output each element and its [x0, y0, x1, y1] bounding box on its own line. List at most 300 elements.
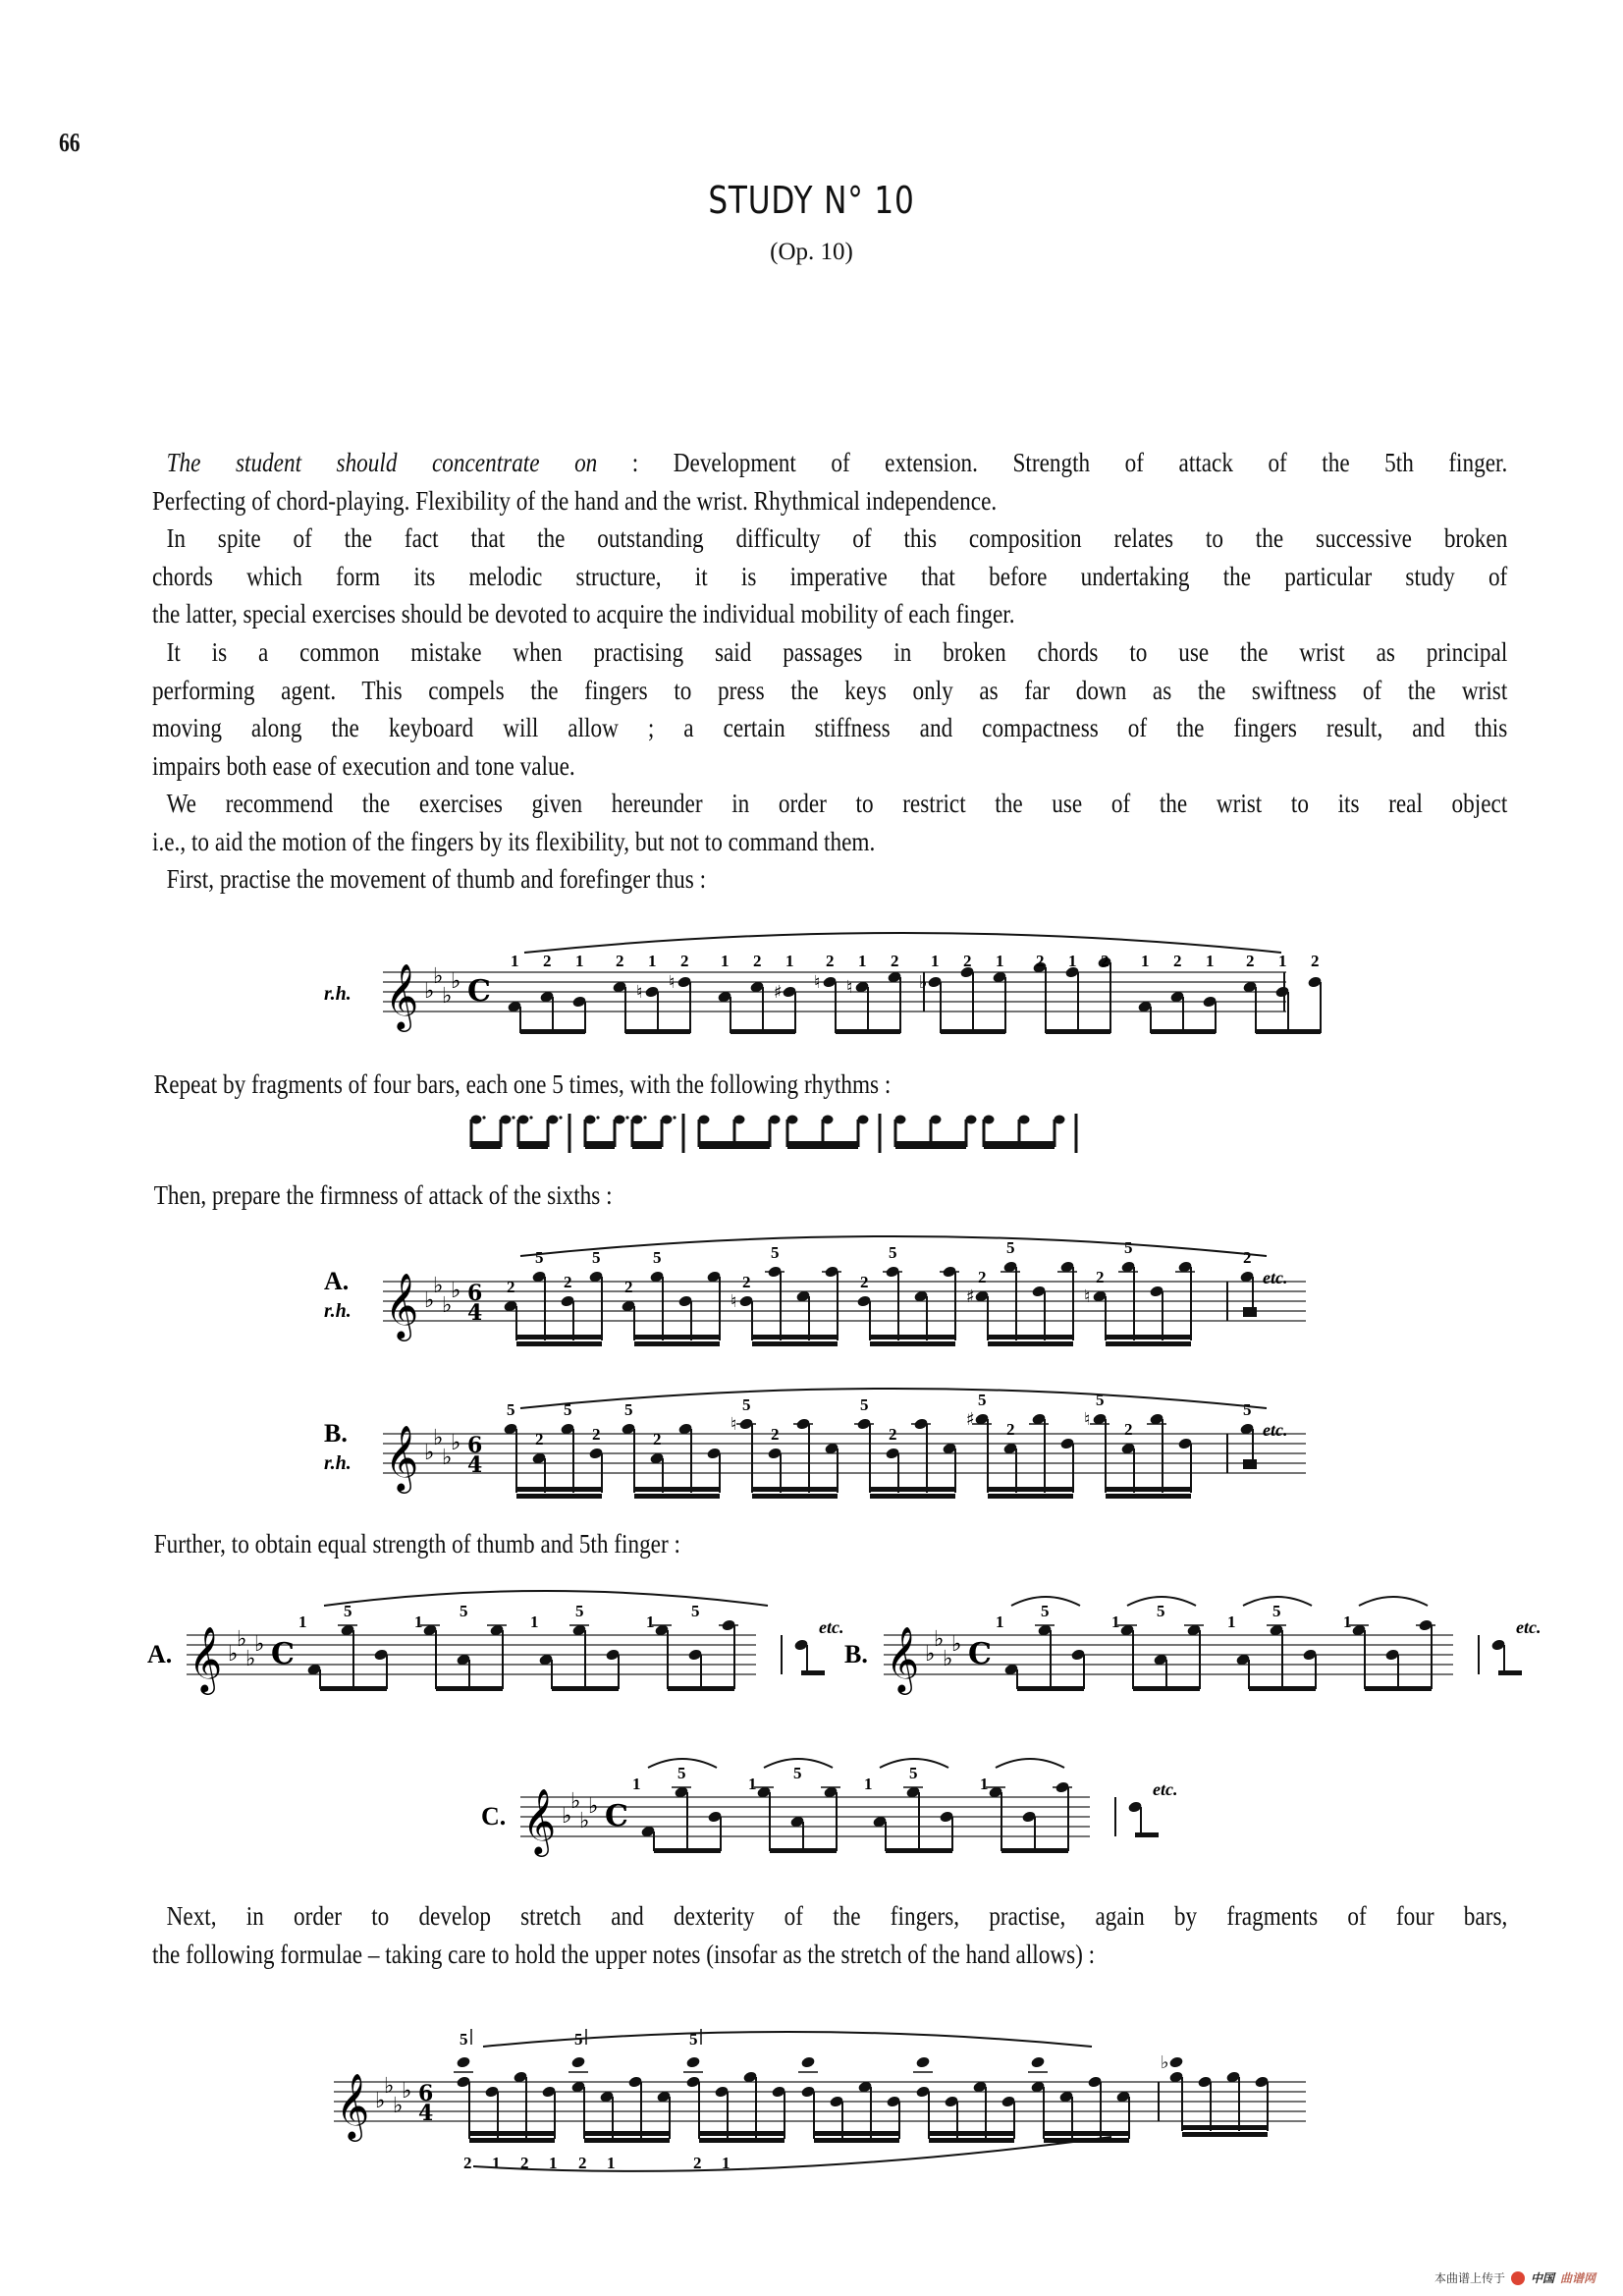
notehead: [570, 2055, 585, 2068]
beam: [870, 1494, 955, 1499]
fingering-number: 5: [1157, 1602, 1165, 1620]
accidental-icon: ♮: [730, 1291, 737, 1312]
fingering-number: 1: [607, 2154, 616, 2172]
rhythm-dot: [482, 1116, 485, 1119]
fingering-number: 2: [535, 1430, 544, 1449]
beam: [654, 1848, 721, 1853]
beam: [870, 1335, 955, 1339]
hand-label: r.h.: [324, 1452, 352, 1474]
beam: [625, 1029, 690, 1034]
fingering-number: 1: [785, 952, 794, 970]
accidental-icon: ♮: [1084, 1409, 1091, 1430]
accidental-icon: ♮: [669, 972, 676, 993]
rhythm-dot: [643, 1116, 646, 1119]
example-label: C.: [481, 1802, 507, 1831]
common-time-icon: C: [467, 974, 491, 1009]
time-sig-bottom: 4: [467, 1300, 483, 1326]
text-line: In spite of the fact that the outstanding difficulty of this composition relates to the successive broken: [166, 523, 1508, 553]
instruction-further: [152, 1525, 1507, 1563]
fingering-number: 2: [1243, 1248, 1252, 1267]
fingering-number: 2: [1246, 952, 1255, 970]
page-number: 66: [59, 128, 81, 157]
beam: [516, 1341, 602, 1346]
text-line: the latter, special exercises should be devoted to acquire the individual mobility of each finger.: [152, 599, 1015, 629]
beam: [584, 2131, 670, 2136]
rhythm-beam: [585, 1141, 615, 1149]
treble-clef-icon: 𝄞: [385, 1424, 419, 1491]
fingering-number: 2: [1124, 1420, 1133, 1439]
site-logo-icon: [1511, 2271, 1525, 2285]
footer-brand-b: 曲谱网: [1559, 2271, 1596, 2285]
text-line: chords which form its melodic structure, it is imperative that before undertaking the particular study of: [152, 561, 1508, 591]
notehead: [915, 2055, 930, 2068]
rhythm-dot: [529, 1116, 532, 1119]
fingering-number: 5: [574, 2030, 583, 2049]
beam: [836, 1029, 900, 1034]
text-line: First, practise the movement of thumb and forefinger thus :: [166, 864, 707, 894]
fingering-number: 5: [742, 1395, 751, 1414]
beam: [1017, 1686, 1084, 1691]
fingering-number: 2: [624, 1278, 633, 1296]
fingering-number: 1: [1343, 1613, 1352, 1631]
beam: [988, 1341, 1073, 1346]
fingering-number: 2: [592, 1425, 601, 1444]
fingering-number: 1: [1068, 952, 1077, 970]
treble-clef-icon: 𝄞: [189, 1625, 223, 1692]
rhythm-dot: [673, 1116, 676, 1119]
text-line: Perfecting of chord-playing. Flexibility of the hand and the wrist. Rhythmical independence.: [152, 485, 998, 516]
beam: [320, 1686, 387, 1691]
beam: [469, 2131, 555, 2136]
hand-label: r.h.: [324, 1300, 352, 1322]
beam: [1256, 1029, 1321, 1034]
fingering-number: 1: [575, 952, 584, 970]
fingering-number: 1: [549, 2154, 558, 2172]
beam: [1133, 1686, 1200, 1691]
text-line: [152, 444, 1507, 482]
flat-icon: ♭: [245, 1647, 256, 1671]
fingering-number: 1: [858, 952, 867, 970]
flat-icon: ♭: [402, 2079, 412, 2104]
fingering-number: 5: [564, 1400, 572, 1419]
beam: [770, 1848, 837, 1853]
beam: [870, 1341, 955, 1346]
beam: [988, 1487, 1073, 1492]
etc-label: etc.: [1153, 1779, 1178, 1799]
fingering-number: 1: [1141, 952, 1150, 970]
beam: [584, 2138, 670, 2143]
accidental-icon: ♮: [846, 977, 853, 998]
emphasis-text: The student should concentrate on: [166, 448, 598, 477]
accidental-icon: ♭: [919, 972, 928, 993]
score-thumb-c: [481, 1743, 1178, 1854]
beam: [1001, 1848, 1068, 1853]
fingering-number: 5: [624, 1400, 633, 1419]
common-time-icon: C: [605, 1799, 628, 1833]
beam: [752, 1487, 838, 1492]
score-sixths-a: [324, 1228, 1306, 1339]
fingering-number: 1: [996, 1613, 1004, 1631]
common-time-icon: C: [968, 1637, 992, 1671]
rhythm-beam: [984, 1141, 1055, 1149]
flat-icon: ♭: [433, 1426, 444, 1450]
text-line: i.e., to aid the motion of the fingers by its flexibility, but not to command them.: [152, 826, 876, 856]
fingering-number: 2: [1036, 952, 1045, 970]
example-label: A.: [324, 1267, 350, 1295]
slur: [996, 1759, 1064, 1768]
fingering-number: 2: [978, 1268, 987, 1286]
flat-icon: ♭: [424, 1441, 435, 1465]
fingering-number: 5: [978, 1391, 987, 1409]
page-subtitle: (Op. 10): [770, 239, 853, 265]
page-title: STUDY N° 10: [708, 179, 915, 222]
flat-icon: ♭: [451, 969, 461, 994]
beam: [988, 1335, 1073, 1339]
fingering-number: 1: [1278, 952, 1287, 970]
beam: [870, 1487, 955, 1492]
etc-label: etc.: [1263, 1268, 1288, 1287]
fingering-number: 5: [889, 1243, 897, 1262]
text-line: moving along the keyboard will allow ; a certain stiffness and compactness of the fingers result, and this: [152, 713, 1508, 742]
rhythm-patterns: [471, 1108, 1139, 1159]
example-label: B.: [844, 1640, 868, 1668]
notehead: [685, 2055, 700, 2068]
notehead: [1168, 2055, 1183, 2068]
rhythm-figures: [471, 1108, 1139, 1159]
beam: [699, 2131, 784, 2136]
notehead: [1030, 2055, 1045, 2068]
beam: [668, 1686, 734, 1691]
text-span: : Development of extension. Strength of attack of the 5th finger.: [597, 448, 1508, 477]
fingering-number: 1: [492, 2154, 501, 2172]
fingering-number: 5: [793, 1764, 802, 1782]
beam: [1182, 2125, 1268, 2130]
fingering-number: 1: [996, 952, 1004, 970]
beam: [752, 1494, 838, 1499]
beam: [634, 1494, 720, 1499]
fingering-number: 2: [860, 1273, 869, 1291]
example-label: B.: [324, 1419, 348, 1448]
common-time-icon: C: [271, 1637, 295, 1671]
beam: [752, 1335, 838, 1339]
beam: [469, 2138, 555, 2143]
rhythm-dot: [596, 1116, 599, 1119]
music-staff: [324, 1228, 1306, 1339]
treble-clef-icon: 𝄞: [385, 962, 419, 1029]
rhythm-beam: [471, 1141, 501, 1149]
treble-clef-icon: 𝄞: [522, 1787, 557, 1854]
etc-label: etc.: [1516, 1617, 1542, 1637]
beam: [516, 1335, 602, 1339]
fingering-number: 2: [742, 1273, 751, 1291]
time-sig-top: 6: [418, 2081, 434, 2106]
beam: [1106, 1335, 1191, 1339]
beam: [814, 2138, 899, 2143]
beam: [1498, 1670, 1522, 1675]
beam: [699, 2138, 784, 2143]
flat-icon: ♭: [228, 1642, 239, 1667]
accidental-icon: ♯: [774, 982, 783, 1003]
fingering-number: 5: [1041, 1602, 1050, 1620]
fingering-number: 5: [592, 1248, 601, 1267]
time-sig-top: 6: [467, 1281, 483, 1306]
paragraph-common-mistake: [152, 633, 1507, 785]
fingering-number: 5: [460, 1602, 468, 1620]
beam: [988, 1494, 1073, 1499]
rhythm-dot: [512, 1116, 514, 1119]
fingering-number: 5: [1243, 1400, 1252, 1419]
paragraph-in-spite: [152, 519, 1507, 633]
watermark-footer: [1434, 2269, 1596, 2286]
beam: [801, 1670, 825, 1675]
paragraph-concentrate: [152, 444, 1507, 519]
rhythm-beam: [895, 1141, 966, 1149]
time-sig-bottom: 4: [467, 1452, 483, 1478]
rhythm-beam: [518, 1141, 548, 1149]
fingering-number: 2: [653, 1430, 662, 1449]
fingering-number: 1: [298, 1613, 307, 1631]
beam: [1046, 1029, 1110, 1034]
fingering-number: 1: [1111, 1613, 1120, 1631]
fingering-number: 2: [963, 952, 972, 970]
fingering-number: 2: [616, 952, 624, 970]
flat-icon: ♭: [375, 2089, 386, 2113]
footer-text: 本曲谱上传于: [1434, 2271, 1505, 2285]
fingering-number: 5: [1124, 1238, 1133, 1257]
accidental-icon: ♯: [966, 1286, 975, 1307]
music-staff: [844, 1581, 1542, 1692]
treble-clef-icon: 𝄞: [336, 2072, 370, 2139]
fingering-number: 2: [564, 1273, 572, 1291]
fingering-number: 2: [771, 1425, 780, 1444]
beam: [1182, 2132, 1268, 2137]
etc-label: etc.: [819, 1617, 844, 1637]
fingering-number: 5: [653, 1248, 662, 1267]
fingering-number: 5: [860, 1395, 869, 1414]
fingering-number: 2: [507, 1278, 515, 1296]
score-thumb-b: [844, 1581, 1542, 1692]
fingering-number: 2: [1101, 952, 1109, 970]
beam: [634, 1335, 720, 1339]
fingering-number: 5: [909, 1764, 918, 1782]
beam: [436, 1686, 503, 1691]
flat-icon: ♭: [570, 1789, 581, 1814]
fingering-number: 2: [826, 952, 835, 970]
notehead: [800, 2055, 815, 2068]
instruction-next: [152, 1897, 1507, 1973]
fingering-number: 1: [722, 2154, 730, 2172]
text-line: We recommend the exercises given hereunder in order to restrict the use of the wrist to its real object: [166, 789, 1508, 818]
rhythm-dot: [625, 1116, 628, 1119]
fingering-number: 2: [520, 2154, 529, 2172]
beam: [929, 2138, 1014, 2143]
beam: [1365, 1686, 1432, 1691]
beam: [886, 1848, 952, 1853]
beam: [1106, 1494, 1191, 1499]
rhythm-beam: [632, 1141, 662, 1149]
fingering-number: 2: [463, 2154, 472, 2172]
beam: [516, 1494, 602, 1499]
text-line: Further, to obtain equal strength of thumb and 5th finger :: [153, 1529, 680, 1558]
beam: [634, 1341, 720, 1346]
beam: [941, 1029, 1005, 1034]
music-staff: [324, 933, 1320, 1041]
notehead: [456, 2055, 470, 2068]
text-line: Repeat by fragments of four bars, each one 5 times, with the following rhythms :: [153, 1069, 892, 1099]
treble-clef-icon: 𝄞: [385, 1272, 419, 1339]
accidental-icon: ♮: [814, 972, 821, 993]
treble-clef-icon: 𝄞: [886, 1625, 920, 1692]
flat-icon: ♭: [442, 984, 453, 1009]
fingering-number: 1: [748, 1775, 757, 1793]
fingering-number: 1: [646, 1613, 655, 1631]
fingering-number: 2: [1311, 952, 1320, 970]
fingering-number: 5: [689, 2030, 698, 2049]
accidental-icon: ♮: [1084, 1286, 1091, 1307]
flat-icon: ♭: [451, 1279, 461, 1303]
flat-icon: ♭: [951, 1632, 962, 1657]
paragraph-recommend: [152, 785, 1507, 860]
fingering-number: 1: [864, 1775, 873, 1793]
flat-icon: ♭: [925, 1642, 936, 1667]
slur: [324, 1591, 768, 1606]
flat-icon: ♭: [451, 1431, 461, 1455]
music-staff: [314, 2013, 1345, 2172]
fingering-number: 1: [511, 952, 519, 970]
flat-icon: ♭: [424, 1288, 435, 1313]
flat-icon: ♭: [433, 1274, 444, 1298]
fingering-number: 5: [507, 1400, 515, 1419]
beam: [814, 2131, 899, 2136]
fingering-number: 2: [891, 952, 899, 970]
flat-icon: ♭: [579, 1809, 590, 1833]
fingering-number: 5: [460, 2030, 468, 2049]
beam: [752, 1341, 838, 1346]
beam: [1135, 1832, 1159, 1837]
slur: [473, 2137, 1111, 2171]
accidental-icon: ♯: [966, 1409, 975, 1430]
fingering-number: 2: [889, 1425, 897, 1444]
flat-icon: ♭: [943, 1647, 953, 1671]
beam: [929, 2131, 1014, 2136]
fingering-number: 5: [1006, 1238, 1015, 1257]
text-line: It is a common mistake when practising said passages in broken chords to use the wrist as principal: [166, 637, 1508, 667]
fingering-number: 1: [721, 952, 730, 970]
music-staff: [147, 1581, 844, 1692]
rhythm-beam: [699, 1141, 770, 1149]
flat-icon: ♭: [1161, 2052, 1169, 2073]
time-sig-bottom: 4: [418, 2101, 434, 2126]
beam: [1106, 1341, 1191, 1346]
chord-block: [1243, 1307, 1257, 1317]
fingering-number: 1: [530, 1613, 539, 1631]
beam: [634, 1487, 720, 1492]
chord-block: [1243, 1459, 1257, 1469]
beam: [1106, 1487, 1191, 1492]
beam: [1249, 1686, 1316, 1691]
fingering-number: 1: [1206, 952, 1215, 970]
paragraph-first-practise: [152, 860, 1507, 899]
flat-icon: ♭: [934, 1627, 945, 1652]
flat-icon: ♭: [393, 2094, 404, 2118]
fingering-number: 1: [632, 1775, 641, 1793]
music-staff: [324, 1380, 1306, 1491]
etc-label: etc.: [1263, 1420, 1288, 1440]
footer-brand-a: 中国: [1530, 2271, 1554, 2285]
fingering-number: 2: [693, 2154, 702, 2172]
fingering-number: 1: [980, 1775, 989, 1793]
fingering-number: 1: [648, 952, 657, 970]
text-line: impairs both ease of execution and tone value.: [152, 750, 575, 781]
fingering-number: 2: [1006, 1420, 1015, 1439]
fingering-number: 5: [344, 1602, 352, 1620]
score-stretch: [314, 2013, 1345, 2172]
fingering-number: 5: [677, 1764, 686, 1782]
score-sixths-b: [324, 1380, 1306, 1491]
score-thumb-a: [147, 1581, 844, 1692]
fingering-number: 2: [1173, 952, 1182, 970]
fingering-number: 1: [414, 1613, 423, 1631]
fingering-number: 5: [1096, 1391, 1105, 1409]
fingering-number: 2: [1096, 1268, 1105, 1286]
time-sig-top: 6: [467, 1433, 483, 1458]
fingering-number: 5: [535, 1248, 544, 1267]
flat-icon: ♭: [562, 1804, 572, 1829]
flat-icon: ♭: [254, 1632, 265, 1657]
rhythm-beam: [787, 1141, 858, 1149]
fingering-number: 1: [1227, 1613, 1236, 1631]
fingering-number: 5: [1272, 1602, 1281, 1620]
fingering-number: 2: [543, 952, 552, 970]
score-example-thumb-forefinger: [324, 933, 1320, 1041]
text-line: Next, in order to develop stretch and dexterity of the fingers, practise, again by fragments of four bars,: [166, 1901, 1508, 1931]
flat-icon: ♭: [442, 1446, 453, 1470]
fingering-number: 1: [931, 952, 940, 970]
flat-icon: ♭: [588, 1794, 599, 1819]
fingering-number: 5: [691, 1602, 700, 1620]
example-label: A.: [147, 1640, 173, 1668]
music-staff: [481, 1743, 1178, 1854]
beam: [516, 1487, 602, 1492]
slur: [1359, 1597, 1428, 1606]
flat-icon: ♭: [384, 2074, 395, 2099]
fingering-number: 5: [575, 1602, 584, 1620]
beam: [730, 1029, 795, 1034]
text-line: Then, prepare the firmness of attack of the sixths :: [153, 1180, 613, 1210]
fingering-number: 2: [753, 952, 762, 970]
flat-icon: ♭: [424, 979, 435, 1004]
flat-icon: ♭: [433, 964, 444, 989]
beam: [520, 1029, 585, 1034]
flat-icon: ♭: [237, 1627, 247, 1652]
accidental-icon: ♮: [730, 1414, 737, 1435]
rhythm-dot: [559, 1116, 562, 1119]
slur: [524, 933, 1281, 953]
instruction-repeat: [152, 1066, 1507, 1104]
hand-label: r.h.: [324, 983, 352, 1005]
instruction-sixths: [152, 1176, 1507, 1215]
text-line: the following formulae – taking care to hold the upper notes (insofar as the stretch of the hand allows) :: [152, 1939, 1096, 1969]
beam: [1151, 1029, 1216, 1034]
fingering-number: 2: [680, 952, 689, 970]
flat-icon: ♭: [442, 1293, 453, 1318]
text-line: performing agent. This compels the fingers to press the keys only as far down as the swiftness of the wrist: [152, 675, 1508, 705]
fingering-number: 2: [578, 2154, 587, 2172]
beam: [552, 1686, 619, 1691]
fingering-number: 5: [771, 1243, 780, 1262]
accidental-icon: ♮: [636, 982, 643, 1003]
beam: [1044, 2131, 1129, 2136]
